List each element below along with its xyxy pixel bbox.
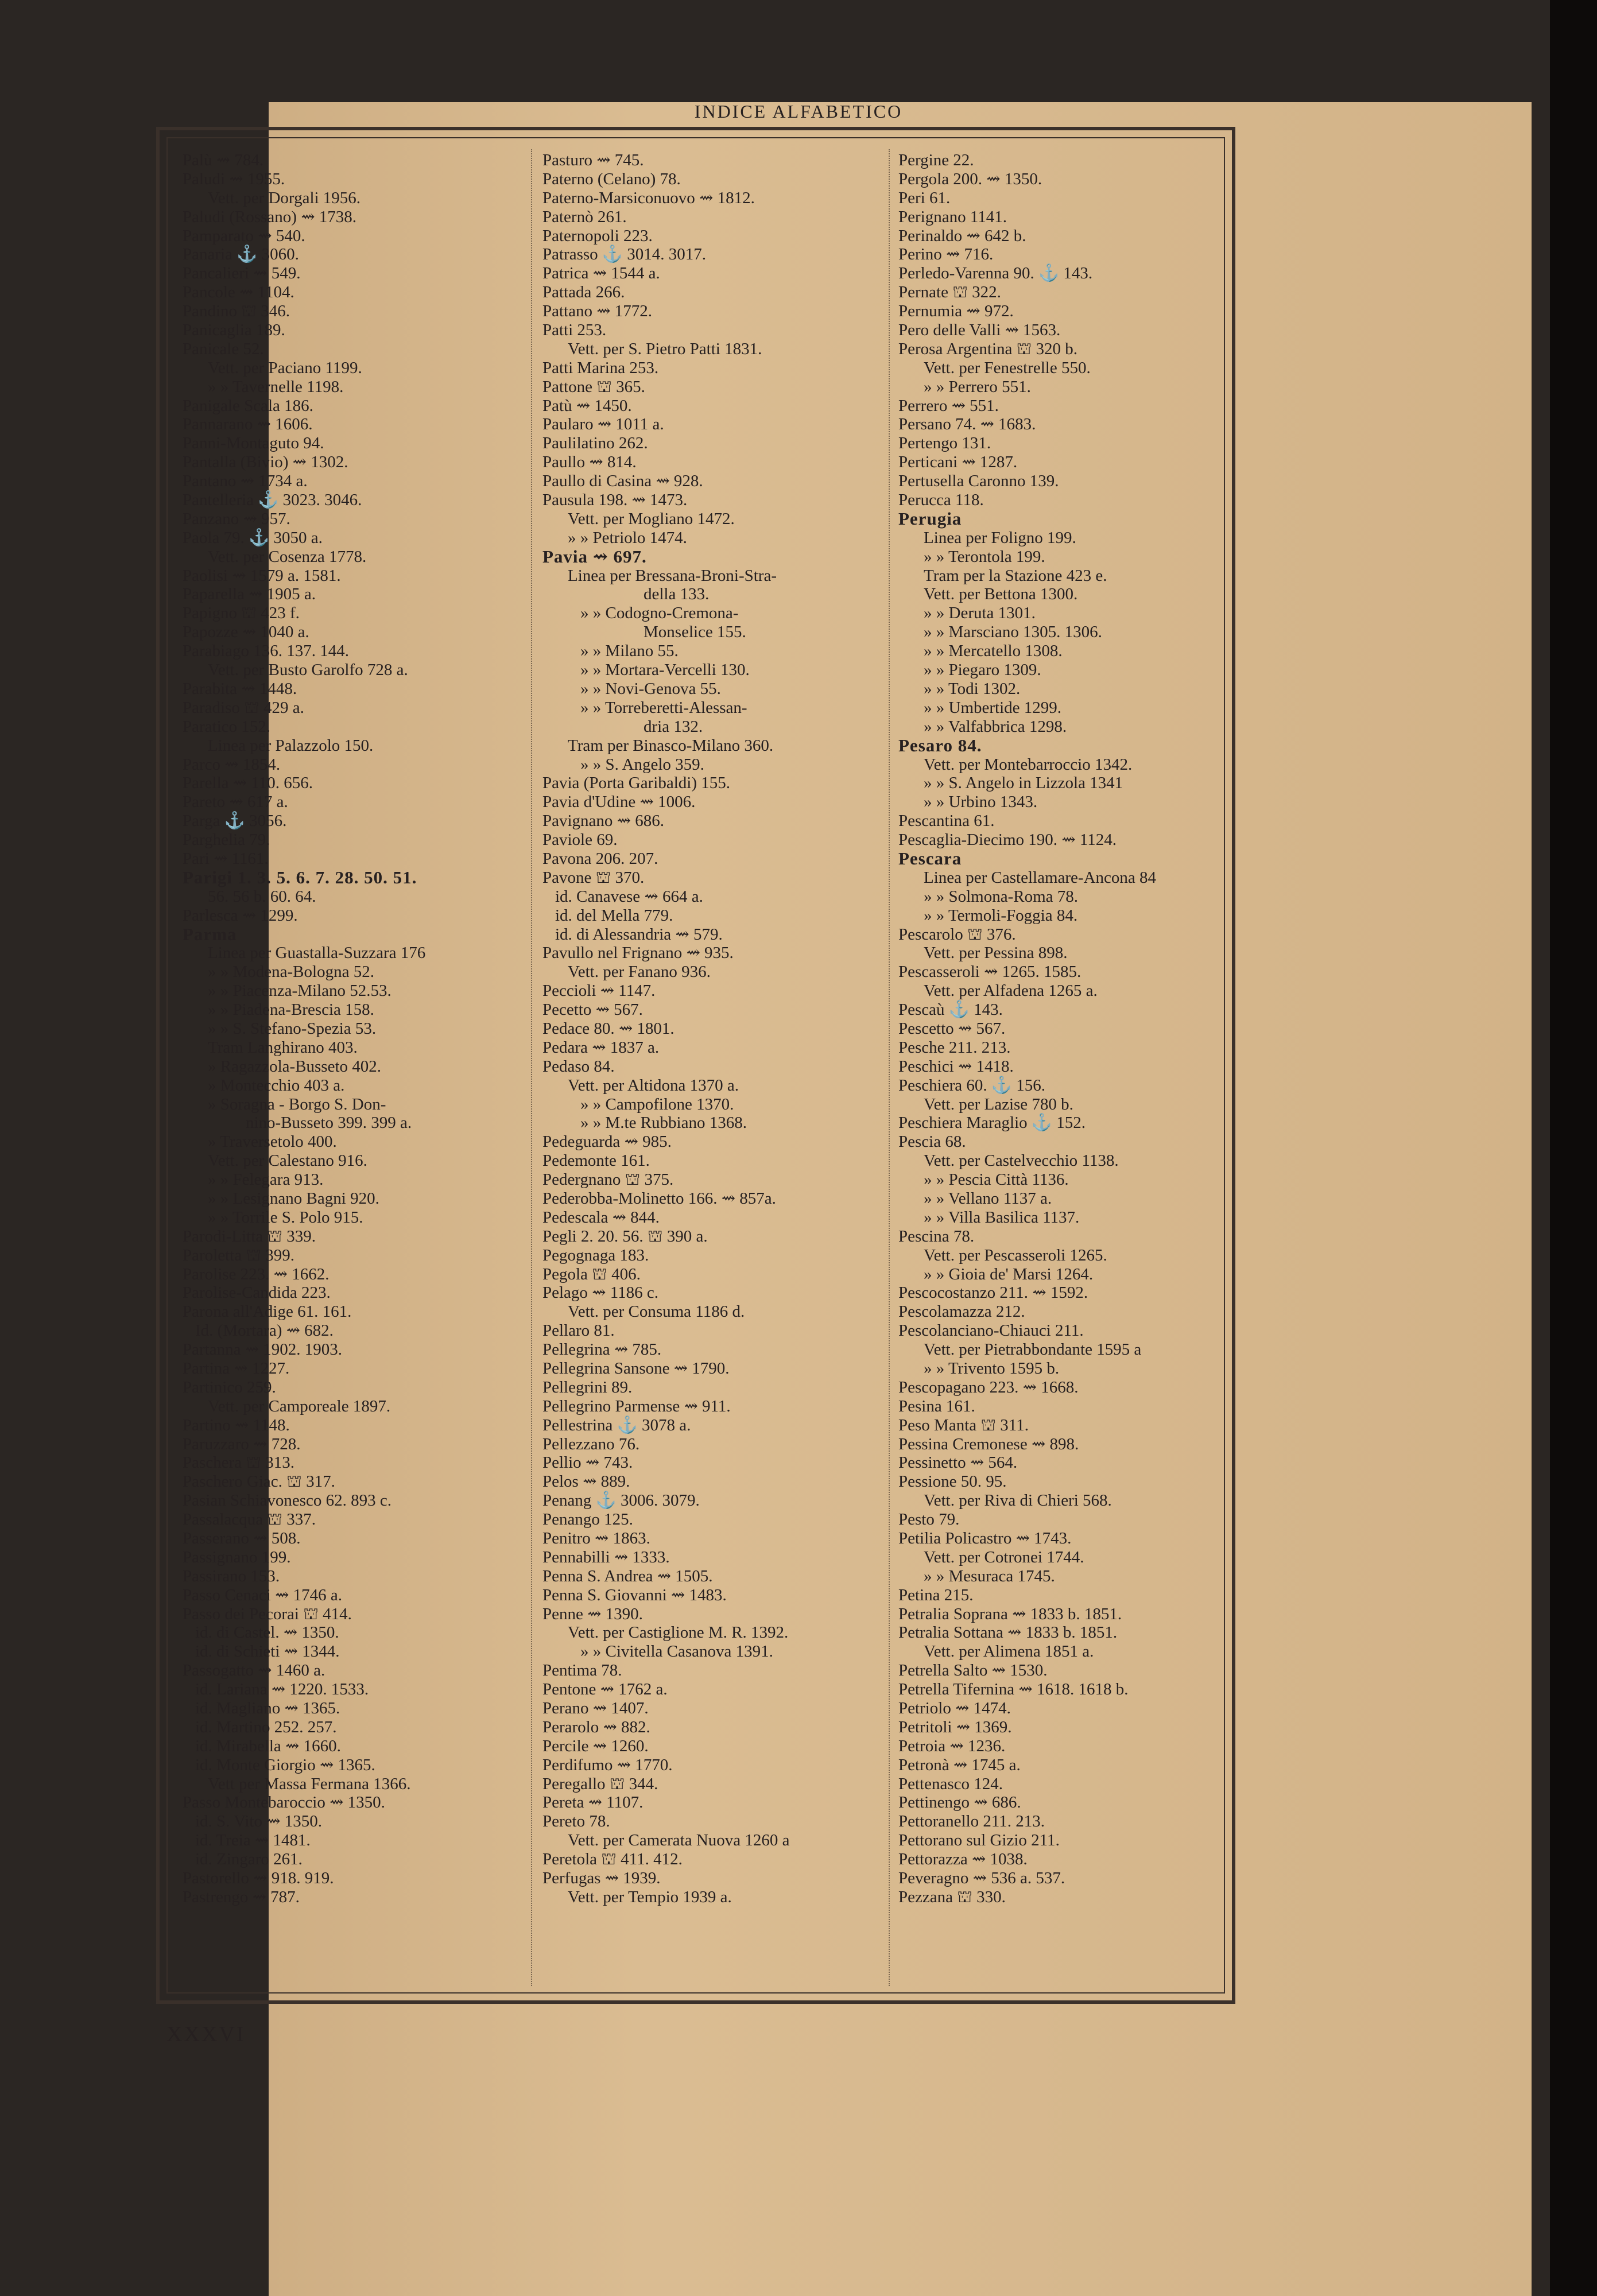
index-entry: Vett. per Camporeale 1897. bbox=[208, 1397, 391, 1415]
index-entry: Pesaro 84. bbox=[898, 735, 982, 755]
index-entry: Perignano 1141. bbox=[898, 207, 1007, 226]
index-entry: Perinaldo ⇝ 642 b. bbox=[898, 226, 1026, 245]
index-entry: Pescarolo ⛫ 376. bbox=[898, 925, 1016, 944]
index-entry: Tram per Binasco-Milano 360. bbox=[568, 736, 774, 755]
index-entry: Panzano ⇝ 957. bbox=[183, 509, 290, 528]
index-entry: Pederobba-Molinetto 166. ⇝ 857a. bbox=[542, 1189, 776, 1208]
index-entry: Parma bbox=[183, 924, 237, 944]
index-entry: Perarolo ⇝ 882. bbox=[542, 1717, 650, 1736]
index-entry: Patù ⇝ 1450. bbox=[542, 396, 632, 415]
index-entry: Peretola ⛫ 411. 412. bbox=[542, 1850, 683, 1869]
index-entry: Vett. per Pietrabbondante 1595 a bbox=[924, 1340, 1142, 1359]
index-entry: Peschiera Maraglio ⚓ 152. bbox=[898, 1114, 1086, 1133]
index-entry: Pescantina 61. bbox=[898, 812, 995, 831]
index-entry: id. di Castel. ⇝ 1350. bbox=[195, 1623, 339, 1642]
index-entry: » » Valfabbrica 1298. bbox=[924, 717, 1067, 736]
index-entry: Pergola 200. ⇝ 1350. bbox=[898, 169, 1042, 188]
index-entry: Pescaù ⚓ 143. bbox=[898, 1000, 1003, 1019]
index-entry: dria 132. bbox=[644, 717, 703, 736]
index-entry: Panicaglia 189. bbox=[183, 321, 285, 340]
index-entry: » » Vellano 1137 a. bbox=[924, 1189, 1052, 1208]
index-entry: Pernumia ⇝ 972. bbox=[898, 302, 1014, 321]
index-entry: » Montecchio 403 a. bbox=[208, 1076, 345, 1095]
index-entry: Vett. per Lazise 780 b. bbox=[924, 1095, 1073, 1114]
index-entry: Pelos ⇝ 889. bbox=[542, 1472, 630, 1491]
index-entry: Vett. per Pescasseroli 1265. bbox=[924, 1246, 1107, 1265]
index-entry: » » S. Angelo in Lizzola 1341 bbox=[924, 774, 1123, 793]
index-entry: Parolise-Candida 223. bbox=[183, 1283, 331, 1302]
index-entry: » » Pescia Città 1136. bbox=[924, 1170, 1069, 1189]
index-entry: » » S. Angelo 359. bbox=[580, 755, 704, 774]
index-entry: Petriolo ⇝ 1474. bbox=[898, 1699, 1011, 1718]
index-entry: Vett. per Pessina 898. bbox=[924, 944, 1068, 963]
index-entry: id. del Mella 779. bbox=[555, 906, 673, 925]
index-entry: » » Codogno-Cremona- bbox=[580, 604, 739, 623]
index-entry: » » Campofilone 1370. bbox=[580, 1095, 734, 1114]
index-entry: Panni-Montaguto 94. bbox=[183, 434, 324, 453]
index-entry: » » Lesignano Bagni 920. bbox=[208, 1189, 379, 1208]
index-entry: Pescolanciano-Chiauci 211. bbox=[898, 1321, 1084, 1340]
index-entry: Linea per Foligno 199. bbox=[924, 528, 1076, 547]
index-entry: » » Trivento 1595 b. bbox=[924, 1359, 1060, 1378]
index-entry: Pesto 79. bbox=[898, 1510, 960, 1529]
index-entry: Panigale Scala 186. bbox=[183, 396, 313, 415]
index-entry: Pedaso 84. bbox=[542, 1057, 615, 1076]
index-entry: Id. (Mortara) ⇝ 682. bbox=[195, 1321, 334, 1340]
index-entry: Perosa Argentina ⛫ 320 b. bbox=[898, 339, 1078, 358]
index-entry: Pescia 68. bbox=[898, 1133, 966, 1151]
index-entry: Vett. per Calestano 916. bbox=[208, 1151, 367, 1170]
index-entry: Pedergnano ⛫ 375. bbox=[542, 1170, 674, 1189]
index-entry: Pescolamazza 212. bbox=[898, 1302, 1025, 1321]
index-entry: » » Umbertide 1299. bbox=[924, 698, 1062, 717]
index-entry: » » Piacenza-Milano 52.53. bbox=[208, 982, 392, 1000]
index-entry: Pettenasco 124. bbox=[898, 1774, 1003, 1793]
index-entry: » » Torrile S. Polo 915. bbox=[208, 1208, 363, 1227]
index-entry: » » Perrero 551. bbox=[924, 377, 1031, 396]
index-entry: Petrella Salto ⇝ 1530. bbox=[898, 1661, 1048, 1680]
index-entry: » » M.te Rubbiano 1368. bbox=[580, 1114, 747, 1133]
index-entry: Pereta ⇝ 1107. bbox=[542, 1793, 644, 1812]
index-entry: » » Deruta 1301. bbox=[924, 604, 1036, 623]
index-entry: Panicale 52. bbox=[183, 339, 264, 358]
index-entry: Paviole 69. bbox=[542, 831, 618, 850]
index-entry: Parolise 223. ⇝ 1662. bbox=[183, 1265, 330, 1283]
index-entry: Pavia (Porta Garibaldi) 155. bbox=[542, 774, 730, 793]
index-entry: Paternò 261. bbox=[542, 207, 627, 226]
index-entry: Perugia bbox=[898, 508, 962, 529]
index-entry: Pavone ⛫ 370. bbox=[542, 868, 645, 887]
index-entry: id. S. Vito ⇝ 1350. bbox=[195, 1812, 323, 1831]
index-entry: id. Zingaro 261. bbox=[195, 1850, 303, 1869]
index-entry: Paternopoli 223. bbox=[542, 226, 653, 245]
index-entry: Vett. per Fenestrelle 550. bbox=[924, 358, 1091, 377]
index-entry: » » Civitella Casanova 1391. bbox=[580, 1642, 773, 1661]
index-entry: Pellegrina ⇝ 785. bbox=[542, 1340, 662, 1359]
index-entry: Perticani ⇝ 1287. bbox=[898, 453, 1018, 472]
index-entry: » » Felegara 913. bbox=[208, 1170, 324, 1189]
index-entry: Perdifumo ⇝ 1770. bbox=[542, 1755, 673, 1774]
index-entry: Persano 74. ⇝ 1683. bbox=[898, 415, 1036, 434]
index-entry: Pescocostanzo 211. ⇝ 1592. bbox=[898, 1283, 1088, 1302]
index-entry: Penna S. Giovanni ⇝ 1483. bbox=[542, 1585, 727, 1604]
index-column-2 bbox=[542, 151, 887, 1907]
index-entry: Pesche 211. 213. bbox=[898, 1038, 1011, 1057]
index-entry: Paullo ⇝ 814. bbox=[542, 453, 637, 472]
index-entry: Pegola ⛫ 406. bbox=[542, 1265, 641, 1283]
index-entry: » » Milano 55. bbox=[580, 642, 679, 661]
index-entry: Linea per Guastalla-Suzzara 176 bbox=[208, 944, 426, 963]
index-entry: id. Martino 252. 257. bbox=[195, 1717, 337, 1736]
index-entry: Passo Montebaroccio ⇝ 1350. bbox=[183, 1793, 385, 1812]
index-entry: Perledo-Varenna 90. ⚓ 143. bbox=[898, 264, 1093, 283]
index-entry: Pantano ⇝ 1734 a. bbox=[183, 472, 308, 491]
column-separator bbox=[889, 149, 890, 1986]
index-entry: Vett. per Riva di Chieri 568. bbox=[924, 1491, 1112, 1510]
index-entry: Penna S. Andrea ⇝ 1505. bbox=[542, 1566, 713, 1585]
column-separator bbox=[531, 149, 532, 1986]
index-entry: » » Torreberetti-Alessan- bbox=[580, 698, 747, 717]
index-column-1 bbox=[183, 151, 527, 1907]
index-entry: Paludi ⇝ 1955. bbox=[183, 169, 285, 188]
index-entry: Parodi-Litta ⛫ 339. bbox=[183, 1227, 316, 1246]
index-entry: Partinico 259. bbox=[183, 1378, 276, 1397]
index-entry: Pescaglia-Diecimo 190. ⇝ 1124. bbox=[898, 831, 1117, 850]
index-entry: Pezzana ⛫ 330. bbox=[898, 1887, 1006, 1906]
index-entry: Pessina Cremonese ⇝ 898. bbox=[898, 1434, 1079, 1453]
page-edge bbox=[1550, 0, 1597, 2296]
index-entry: Pamparato ⇝ 540. bbox=[183, 226, 305, 245]
index-entry: Parella ⇝ 110. 656. bbox=[183, 774, 313, 793]
index-entry: Paterno (Celano) 78. bbox=[542, 169, 681, 188]
index-entry: Pellio ⇝ 743. bbox=[542, 1453, 633, 1472]
index-entry: Pessinetto ⇝ 564. bbox=[898, 1453, 1018, 1472]
index-entry: id. Mirabella ⇝ 1660. bbox=[195, 1736, 341, 1755]
index-entry: Vett. per Busto Garolfo 728 a. bbox=[208, 661, 408, 680]
index-entry: Pentone ⇝ 1762 a. bbox=[542, 1680, 668, 1699]
index-entry: Vett. per Bettona 1300. bbox=[924, 585, 1078, 604]
index-entry: Pastrengo ⇝ 787. bbox=[183, 1887, 300, 1906]
index-entry: Passerano ⇝ 508. bbox=[183, 1529, 301, 1548]
index-entry: » » Villa Basilica 1137. bbox=[924, 1208, 1080, 1227]
index-entry: » » Novi-Genova 55. bbox=[580, 679, 721, 698]
index-entry: Palù ⇝ 784. bbox=[183, 151, 264, 169]
index-entry: Perino ⇝ 716. bbox=[898, 245, 994, 264]
index-entry: Petrella Tifernina ⇝ 1618. 1618 b. bbox=[898, 1680, 1129, 1699]
index-entry: Peccioli ⇝ 1147. bbox=[542, 982, 656, 1000]
index-entry: Pellegrini 89. bbox=[542, 1378, 633, 1397]
index-entry: Patrica ⇝ 1544 a. bbox=[542, 264, 660, 283]
index-entry: Parghelia 79. bbox=[183, 831, 270, 850]
index-entry: Percile ⇝ 1260. bbox=[542, 1736, 649, 1755]
index-entry: Vett per Massa Fermana 1366. bbox=[208, 1774, 411, 1793]
index-entry: Pentima 78. bbox=[542, 1661, 622, 1680]
index-entry: Pavullo nel Frignano ⇝ 935. bbox=[542, 944, 734, 963]
index-entry: Paroletta ⛫ 399. bbox=[183, 1246, 294, 1265]
index-entry: » » Piadena-Brescia 158. bbox=[208, 1000, 374, 1019]
index-entry: Vett. per Dorgali 1956. bbox=[208, 188, 361, 207]
index-entry: Pasian Schiavonesco 62. 893 c. bbox=[183, 1491, 392, 1510]
index-entry: Petronà ⇝ 1745 a. bbox=[898, 1755, 1021, 1774]
index-entry: Pancole ⇝ 1104. bbox=[183, 283, 294, 302]
index-entry: Vett. per Cotronei 1744. bbox=[924, 1548, 1084, 1566]
index-entry: id. Treia ⇝ 1481. bbox=[195, 1831, 311, 1850]
index-entry: Passogatto ⇝ 1460 a. bbox=[183, 1661, 325, 1680]
index-entry: » » Urbino 1343. bbox=[924, 793, 1038, 812]
index-entry: Pellaro 81. bbox=[542, 1321, 615, 1340]
index-entry: Pescasseroli ⇝ 1265. 1585. bbox=[898, 963, 1082, 982]
index-entry: Passo dei Pecorai ⛫ 414. bbox=[183, 1604, 352, 1623]
index-entry: Pescopagano 223. ⇝ 1668. bbox=[898, 1378, 1079, 1397]
index-entry: Parona all'Adige 61. 161. bbox=[183, 1302, 352, 1321]
index-entry: Peschiera 60. ⚓ 156. bbox=[898, 1076, 1045, 1095]
index-entry: id. Canavese ⇝ 664 a. bbox=[555, 887, 703, 906]
index-entry: Parga ⚓ 3056. bbox=[183, 812, 287, 831]
index-entry: Patti 253. bbox=[542, 321, 607, 340]
index-entry: Vett. per Paciano 1199. bbox=[208, 358, 362, 377]
index-entry: Pantalla (Bivio) ⇝ 1302. bbox=[183, 453, 348, 472]
index-entry: Pedace 80. ⇝ 1801. bbox=[542, 1019, 675, 1038]
index-entry: Linea per Castellamare-Ancona 84 bbox=[924, 868, 1157, 887]
index-entry: Penango 125. bbox=[542, 1510, 633, 1529]
index-entry: » » Mortara-Vercelli 130. bbox=[580, 661, 750, 680]
index-entry: Vett. per Castiglione M. R. 1392. bbox=[568, 1623, 789, 1642]
index-entry: Pavona 206. 207. bbox=[542, 849, 658, 868]
index-entry: Pegognaga 183. bbox=[542, 1246, 649, 1265]
index-entry: Passo Cenaci ⇝ 1746 a. bbox=[183, 1585, 343, 1604]
index-entry: id. Lariana ⇝ 1220. 1533. bbox=[195, 1680, 369, 1699]
index-entry: Tram per la Stazione 423 e. bbox=[924, 566, 1107, 585]
index-entry: Penang ⚓ 3006. 3079. bbox=[542, 1491, 700, 1510]
index-entry: Peveragno ⇝ 536 a. 537. bbox=[898, 1869, 1065, 1888]
index-entry: Peregallo ⛫ 344. bbox=[542, 1774, 658, 1793]
index-entry: della 133. bbox=[644, 585, 710, 604]
index-entry: Pescetto ⇝ 567. bbox=[898, 1019, 1006, 1038]
index-entry: Parco ⇝ 1854. bbox=[183, 755, 281, 774]
index-entry: Vett. per Tempio 1939 a. bbox=[568, 1887, 732, 1906]
index-entry: » » Tavernelle 1198. bbox=[208, 377, 344, 396]
index-entry: Passirano 153. bbox=[183, 1566, 280, 1585]
index-entry: Vett. per Camerata Nuova 1260 a bbox=[568, 1831, 790, 1850]
index-entry: Pedescala ⇝ 844. bbox=[542, 1208, 660, 1227]
index-entry: » Soragna - Borgo S. Don- bbox=[208, 1095, 386, 1114]
index-entry: Panaria ⚓ 3060. bbox=[183, 245, 299, 264]
index-entry: Pertusella Caronno 139. bbox=[898, 472, 1059, 491]
index-entry: Parabita ⇝ 1448. bbox=[183, 679, 297, 698]
index-entry: Peso Manta ⛫ 311. bbox=[898, 1415, 1029, 1434]
index-entry: » » Termoli-Foggia 84. bbox=[924, 906, 1078, 925]
index-entry: Vett. per Altidona 1370 a. bbox=[568, 1076, 739, 1095]
index-entry: Pessione 50. 95. bbox=[898, 1472, 1007, 1491]
index-entry: » » Solmona-Roma 78. bbox=[924, 887, 1079, 906]
index-entry: Paschera ⛫ 313. bbox=[183, 1453, 294, 1472]
index-entry: Vett. per Mogliano 1472. bbox=[568, 509, 735, 528]
index-entry: » » Mesuraca 1745. bbox=[924, 1566, 1055, 1585]
index-entry: Parlesca ⇝ 1299. bbox=[183, 906, 298, 925]
index-entry: id. Magliano ⇝ 1365. bbox=[195, 1699, 340, 1718]
index-entry: Paratico 152. bbox=[183, 717, 271, 736]
index-entry: Monselice 155. bbox=[644, 623, 746, 642]
index-entry: Pattada 266. bbox=[542, 283, 625, 302]
index-entry: nino-Busseto 399. 399 a. bbox=[246, 1114, 412, 1133]
index-entry: Paularo ⇝ 1011 a. bbox=[542, 415, 664, 434]
index-entry: Vett. per Castelvecchio 1138. bbox=[924, 1151, 1119, 1170]
index-entry: Pergine 22. bbox=[898, 151, 974, 169]
index-entry: Pavia ⇝ 697. bbox=[542, 546, 647, 567]
index-entry: » » Petriolo 1474. bbox=[568, 528, 687, 547]
index-entry: Paradiso ⛫ 429 a. bbox=[183, 698, 304, 717]
index-entry: Perfugas ⇝ 1939. bbox=[542, 1869, 661, 1888]
index-entry: Pettinengo ⇝ 686. bbox=[898, 1793, 1021, 1812]
index-entry: Petralia Soprana ⇝ 1833 b. 1851. bbox=[898, 1604, 1122, 1623]
index-entry: Vett. per Fanano 936. bbox=[568, 963, 711, 982]
index-entry: Pertengo 131. bbox=[898, 434, 991, 453]
index-entry: Pernate ⛫ 322. bbox=[898, 283, 1001, 302]
index-entry: Vett. per Cosenza 1778. bbox=[208, 547, 367, 566]
index-entry: Paruzzaro ⇝ 728. bbox=[183, 1434, 301, 1453]
index-entry: » » Piegaro 1309. bbox=[924, 661, 1041, 680]
index-entry: Pettorazza ⇝ 1038. bbox=[898, 1850, 1028, 1869]
index-entry: 56. 56 b. 60. 64. bbox=[208, 887, 316, 906]
index-entry: Pantelleria ⚓ 3023. 3046. bbox=[183, 491, 362, 510]
index-entry: Passignano 199. bbox=[183, 1548, 291, 1566]
index-entry: Pesina 161. bbox=[898, 1397, 975, 1415]
index-entry: Pescina 78. bbox=[898, 1227, 975, 1246]
index-entry: Paschero Giac. ⛫ 317. bbox=[183, 1472, 335, 1491]
index-entry: Passalacqua ⛫ 337. bbox=[183, 1510, 316, 1529]
index-entry: » Ragazzola-Busseto 402. bbox=[208, 1057, 382, 1076]
index-entry: Perano ⇝ 1407. bbox=[542, 1699, 649, 1718]
index-entry: Peri 61. bbox=[898, 188, 951, 207]
index-entry: Petina 215. bbox=[898, 1585, 974, 1604]
index-entry: Pedemonte 161. bbox=[542, 1151, 650, 1170]
index-entry: » » Gioia de' Marsi 1264. bbox=[924, 1265, 1094, 1283]
index-entry: Pavia d'Udine ⇝ 1006. bbox=[542, 793, 696, 812]
index-entry: Pellegrino Parmense ⇝ 911. bbox=[542, 1397, 731, 1415]
index-entry: Paparella ⇝ 1905 a. bbox=[183, 585, 316, 604]
index-entry: id. di Schieti ⇝ 1344. bbox=[195, 1642, 340, 1661]
index-entry: Paola 79. ⚓ 3050 a. bbox=[183, 528, 323, 547]
index-entry: Pedara ⇝ 1837 a. bbox=[542, 1038, 660, 1057]
index-entry: Parabiago 136. 137. 144. bbox=[183, 642, 349, 661]
index-column-3 bbox=[898, 151, 1243, 1907]
index-entry: Pero delle Valli ⇝ 1563. bbox=[898, 321, 1061, 340]
index-entry: Petroia ⇝ 1236. bbox=[898, 1736, 1006, 1755]
index-entry: Vett. per Alfadena 1265 a. bbox=[924, 982, 1098, 1000]
index-entry: Tram Langhirano 403. bbox=[208, 1038, 358, 1057]
page-header: INDICE ALFABETICO bbox=[694, 101, 903, 122]
index-entry: Paullo di Casina ⇝ 928. bbox=[542, 472, 703, 491]
index-entry: Pennabilli ⇝ 1333. bbox=[542, 1548, 670, 1566]
index-entry: Pausula 198. ⇝ 1473. bbox=[542, 491, 688, 510]
index-entry: Perrero ⇝ 551. bbox=[898, 396, 999, 415]
index-entry: Paolisi ⇝ 1579 a. 1581. bbox=[183, 566, 341, 585]
index-entry: Parigi 1. 3. 5. 6. 7. 28. 50. 51. bbox=[183, 867, 417, 887]
index-entry: Pastorello ⇝ 918. 919. bbox=[183, 1869, 334, 1888]
index-entry: Papigno ⛫ 423 f. bbox=[183, 604, 300, 623]
index-entry: Partina ⇝ 1227. bbox=[183, 1359, 290, 1378]
index-entry: Patrasso ⚓ 3014. 3017. bbox=[542, 245, 707, 264]
index-entry: Perucca 118. bbox=[898, 491, 984, 510]
index-entry: Paludi (Rossano) ⇝ 1738. bbox=[183, 207, 357, 226]
index-entry: Peschici ⇝ 1418. bbox=[898, 1057, 1014, 1076]
index-entry: » » Todi 1302. bbox=[924, 679, 1021, 698]
index-entry: Pereto 78. bbox=[542, 1812, 610, 1831]
index-entry: Pettoranello 211. 213. bbox=[898, 1812, 1045, 1831]
index-entry: Pegli 2. 20. 56. ⛫ 390 a. bbox=[542, 1227, 708, 1246]
index-entry: Penne ⇝ 1390. bbox=[542, 1604, 643, 1623]
index-entry: Pettorano sul Gizio 211. bbox=[898, 1831, 1060, 1850]
index-entry: Pavignano ⇝ 686. bbox=[542, 812, 664, 831]
index-entry: Pareto ⇝ 617 a. bbox=[183, 793, 288, 812]
index-entry: » » S. Stefano-Spezia 53. bbox=[208, 1019, 377, 1038]
index-entry: Patti Marina 253. bbox=[542, 358, 659, 377]
index-entry: » » Modena-Bologna 52. bbox=[208, 963, 374, 982]
index-entry: Pecetto ⇝ 567. bbox=[542, 1000, 643, 1019]
index-entry: » » Terontola 199. bbox=[924, 547, 1045, 566]
index-entry: Pandino ⛫ 346. bbox=[183, 302, 290, 321]
index-entry: Vett. per S. Pietro Patti 1831. bbox=[568, 339, 762, 358]
index-entry: Pellestrina ⚓ 3078 a. bbox=[542, 1415, 691, 1434]
index-entry: Paulilatino 262. bbox=[542, 434, 648, 453]
index-entry: Vett. per Consuma 1186 d. bbox=[568, 1302, 745, 1321]
index-entry: Pancalieri ⇝ 549. bbox=[183, 264, 301, 283]
index-entry: Pellezzano 76. bbox=[542, 1434, 640, 1453]
index-entry: Pannarano ⇝ 1606. bbox=[183, 415, 313, 434]
index-entry: Linea per Bressana-Broni-Stra- bbox=[568, 566, 777, 585]
index-entry: » » Marsciano 1305. 1306. bbox=[924, 623, 1102, 642]
index-entry: Partanna ⇝ 1902. 1903. bbox=[183, 1340, 343, 1359]
index-entry: Pattone ⛫ 365. bbox=[542, 377, 645, 396]
index-entry: id. di Alessandria ⇝ 579. bbox=[555, 925, 723, 944]
index-entry: Paterno-Marsiconuovo ⇝ 1812. bbox=[542, 188, 755, 207]
index-entry: Partino ⇝ 1148. bbox=[183, 1415, 290, 1434]
index-entry: Pattano ⇝ 1772. bbox=[542, 302, 653, 321]
index-entry: Pedeguarda ⇝ 985. bbox=[542, 1133, 672, 1151]
index-entry: Vett. per Montebarroccio 1342. bbox=[924, 755, 1133, 774]
index-entry: » Traversetolo 400. bbox=[208, 1133, 337, 1151]
index-entry: Vett. per Alimena 1851 a. bbox=[924, 1642, 1094, 1661]
index-entry: Pari ⇝ 1161. bbox=[183, 849, 269, 868]
index-entry: Papozze ⇝ 1040 a. bbox=[183, 623, 309, 642]
index-entry: id. Monte Giorgio ⇝ 1365. bbox=[195, 1755, 375, 1774]
page-number: XXXVI bbox=[166, 2022, 246, 2046]
index-entry: Petritoli ⇝ 1369. bbox=[898, 1717, 1012, 1736]
index-entry: Pescara bbox=[898, 848, 962, 868]
index-entry: Pelago ⇝ 1186 c. bbox=[542, 1283, 659, 1302]
index-entry: » » Mercatello 1308. bbox=[924, 642, 1063, 661]
index-entry: Pellegrina Sansone ⇝ 1790. bbox=[542, 1359, 730, 1378]
index-entry: Pasturo ⇝ 745. bbox=[542, 151, 644, 169]
index-entry: Petilia Policastro ⇝ 1743. bbox=[898, 1529, 1072, 1548]
index-entry: Petralia Sottana ⇝ 1833 b. 1851. bbox=[898, 1623, 1118, 1642]
index-entry: Linea per Palazzolo 150. bbox=[208, 736, 374, 755]
index-entry: Penitro ⇝ 1863. bbox=[542, 1529, 650, 1548]
